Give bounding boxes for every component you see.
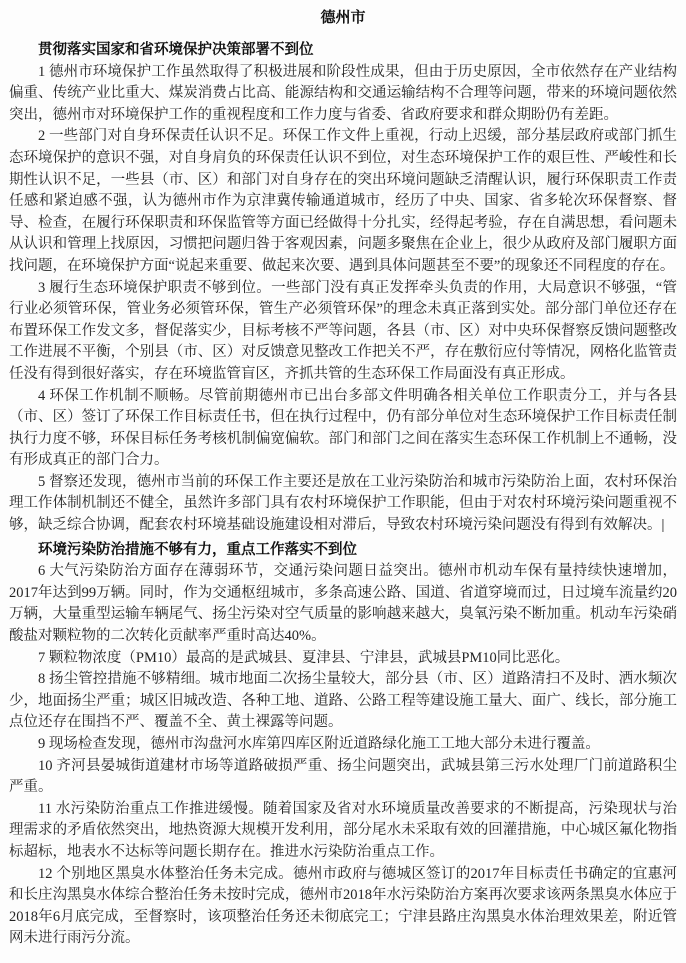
text-cursor: | — [661, 517, 665, 534]
paragraph — [9, 799, 677, 864]
paragraph-text: 10 齐河县晏城街道建材市场等道路破损严重、扬尘问题突出，武城县第三污水处理厂门前道路积尘严重。 — [9, 757, 677, 796]
section-heading: 环境污染防治措施不够有力，重点工作落实不到位 — [38, 541, 357, 558]
paragraph-text: 3 履行生态环境保护职责不够到位。一些部门没有真正发挥牵头负责的作用，大局意识不够强，“管行业必须管环保，管业务必须管环保，管生产必须管环保”的理念未真正落到实处。部分部门单位还存在布置环保工作发文多，督促落实少，目标考核不严等问题，各县（市、区）对中央环保督察反馈问题整改工作进展不平衡，个别县（市、区）对反馈意见整改工作把关不严，存在敷衍应付等情况，网格化监管责任没有得到很好落实，存在环境监管盲区，齐抓共管的生态环保工作局面没有真正形成。 — [9, 279, 677, 382]
paragraph-text: 11 水污染防治重点工作推进缓慢。随着国家及省对水环境质量改善要求的不断提高，污染现状与治理需求的矛盾依然突出，地热资源大规模开发利用，部分尾水未采取有效的回灌措施，中心城区氟化物指标超标，地表水不达标等问题长期存在。推进水污染防治重点工作。 — [9, 800, 677, 860]
paragraph-text: 2 一些部门对自身环保责任认识不足。环保工作文件上重视，行动上迟缓，部分基层政府或部门抓生态环境保护的意识不强，对自身肩负的环保责任认识不到位，对生态环境保护工作的艰巨性、严峻性和长期性认识不足，一些县（市、区）和部门对自身存在的突出环境问题缺乏清醒认识，履行环保职责工作责任感和紧迫感不强，认为德州市作为京津冀传输通道城市，经历了中央、国家、省多轮次环保督察、督导、检查，在履行环保职责和环保监管等方面已经做得十分扎实，经得起考验，存在自满思想，看问题未从认识和管理上找原因，习惯把问题归咎于客观因素，问题多聚焦在企业上，很少从政府及部门履职方面找问题，在环境保护方面“说起来重要、做起来次要、遇到具体问题甚至不要”的现象还不同程度的存在。 — [9, 128, 677, 274]
paragraph — [9, 734, 677, 756]
paragraph — [9, 561, 677, 647]
paragraph-text: 6 大气污染防治方面存在薄弱环节，交通污染问题日益突出。德州市机动车保有量持续快速增加，2017年达到99万辆。同时，作为交通枢纽城市，多条高速公路、国道、省道穿境而过，日过境车流量约20万辆，大量重型运输车辆尾气、扬尘污染对空气质量的影响越来越大，臭氧污染不断加重。机动车污染硝酸盐对颗粒物的二次转化贡献率严重时高达40%。 — [9, 563, 677, 645]
paragraph — [9, 62, 677, 127]
paragraph-text: 8 扬尘管控措施不够精细。城市地面二次扬尘量较大，部分县（市、区）道路清扫不及时、洒水频次少，地面扬尘严重；城区旧城改造、各种工地、道路、公路工程等建设施工量大、面广、线长，部分施工点位还存在围挡不严、覆盖不全、黄土裸露等问题。 — [9, 671, 677, 731]
paragraph — [9, 864, 677, 950]
paragraph-text: 5 督察还发现，德州市当前的环保工作主要还是放在工业污染防治和城市污染防治上面，农村环保治理工作体制机制还不健全，虽然许多部门具有农村环境保护工作职能，但由于对农村环境污染问题重视不够，缺乏综合协调，配套农村环境基础设施建设相对滞后，导致农村环境污染问题没有得到有效解决。 — [9, 473, 677, 534]
paragraph — [9, 386, 677, 472]
paragraph — [9, 472, 677, 537]
paragraph — [9, 669, 677, 734]
paragraph — [9, 126, 677, 277]
paragraph — [9, 278, 677, 386]
section-heading: 贯彻落实国家和省环境保护决策部署不到位 — [38, 42, 314, 58]
section-policy-implementation — [9, 40, 677, 537]
paragraph — [9, 648, 677, 670]
paragraph-text: 1 德州市环境保护工作虽然取得了积极进展和阶段性成果，但由于历史原因，全市依然存在产业结构偏重、传统产业比重大、煤炭消费占比高、能源结构和交通运输结构不合理等问题，带来的环境问题依然突出，德州市对环境保护工作的重视程度和工作力度与省委、省政府要求和群众期盼仍有差距。 — [9, 63, 677, 123]
paragraph-text: 12 个别地区黑臭水体整治任务未完成。德州市政府与德城区签订的2017年目标责任书确定的宜惠河和长庄沟黑臭水体综合整治任务未按时完成，德州市2018年水污染防治方案再次要求该两条黑臭水体应于2018年6月底完成，至督察时，该项整治任务还未彻底完工；宁津县路庄沟黑臭水体治理效果差，附近管网未进行雨污分流。 — [9, 865, 677, 947]
document-title: 德州市 — [320, 10, 366, 26]
paragraph — [9, 756, 677, 799]
paragraph-text: 7 颗粒物浓度（PM10）最高的是武城县、夏津县、宁津县，武城县PM10同比恶化。 — [38, 649, 570, 666]
paragraph-text: 9 现场检查发现，德州市沟盘河水库第四库区附近道路绿化施工工地大部分未进行覆盖。 — [38, 736, 600, 752]
section-pollution-control — [9, 540, 677, 950]
paragraph-text: 4 环保工作机制不顺畅。尽管前期德州市已出台多部文件明确各相关单位工作职责分工，并与各县（市、区）签订了环保工作目标责任书，但在执行过程中，仍有部分单位对生态环境保护工作目标责任制执行力度不够，环保目标任务考核机制偏宽偏软。部门和部门之间在落实生态环保工作机制上不通畅，没有形成真正的部门合力。 — [9, 387, 677, 469]
